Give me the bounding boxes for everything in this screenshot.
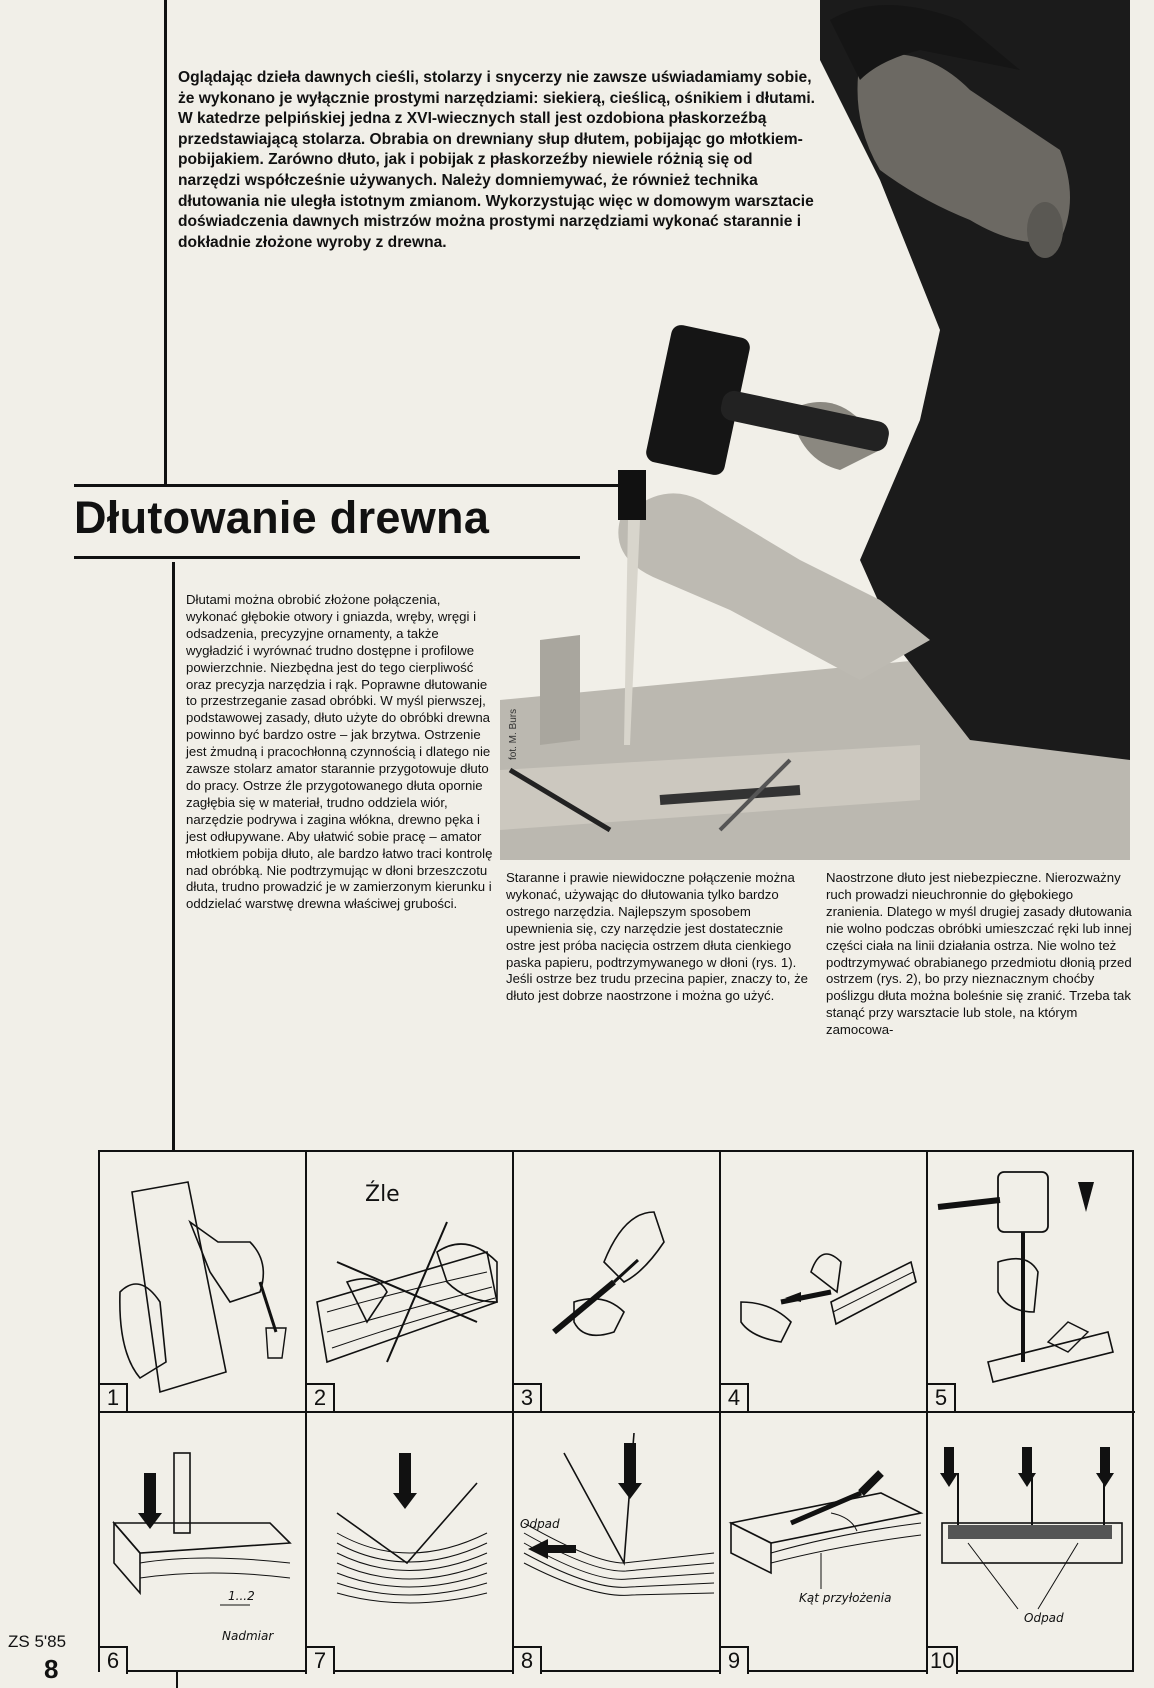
figure-number: 2: [307, 1383, 335, 1411]
vertical-cut-excess-illustration: [100, 1413, 307, 1674]
label-dimension: 1...2: [228, 1589, 255, 1603]
paper-test-illustration: [100, 1152, 307, 1413]
grain-split-illustration: [307, 1413, 514, 1674]
label-odpad-10: Odpad: [1024, 1611, 1064, 1625]
photo-woodworker: [500, 0, 1130, 860]
figure-number: 1: [100, 1383, 128, 1411]
label-kat-przylozenia: Kąt przyłożenia: [799, 1591, 892, 1605]
column-1-text: Dłutami można obrobić złożone połączenia, wykonać głębokie otwory i gniazda, wręby, wręgi i odsadzenia, precyzyjne ornamenty, a także wygładzić i wyrównać trudno dostępne i profilowe powierzchnie. Niezbędna jest do tego cierpliwość oraz precyzja narzędzia i rąk. Poprawne dłutowanie to przestrzeganie zasad obróbki. W myśl pierwszej, podstawowej zasady, dłuto użyte do obróbki drewna powinno być bardzo ostre – jak brzytwa. Ostrzenie jest żmudną i pracochłonną czynnością i dlatego nie zawsze stolarz amator starannie przygotowuje dłuto do pracy. Ostrze źle przygotowanego dłuta opornie zagłębia się w materiał, trudno oddziela wiór, narzędzie podrywa i zagina włókna, drewno pęka i jest odłupywane. Aby ułatwić sobie pracę – amator młotkiem pobija dłuto, ale bardzo łatwo traci kontrolę nad obróbką. Nie podtrzymując w dłoni brzeszczotu dłuta, trudno prowadzić je w zamierzonym kierunku i oddzielać warstwę drewna właściwej grubości.: [186, 592, 493, 912]
figure-number: 5: [928, 1383, 956, 1411]
title-rule-top: [74, 484, 622, 487]
figure-number: 8: [514, 1646, 542, 1674]
figure-10: [928, 1413, 1135, 1674]
label-zle: Źle: [365, 1182, 400, 1207]
figure-number: 6: [100, 1646, 128, 1674]
article-title: Dłutowanie drewna: [74, 492, 490, 543]
multiple-cuts-illustration: [928, 1413, 1135, 1674]
column-1: [186, 592, 494, 913]
label-nadmiar: Nadmiar: [222, 1629, 274, 1643]
figure-5: [928, 1152, 1135, 1413]
figure-3: [514, 1152, 721, 1413]
wrong-hand-position-illustration: [307, 1152, 514, 1413]
figure-7: [307, 1413, 514, 1674]
magazine-source: ZS 5'85: [8, 1632, 67, 1651]
left-rule-lower: [172, 562, 175, 1150]
column-2-text: Staranne i prawie niewidoczne połączenie można wykonać, używając do dłutowania tylko bardzo ostrego narzędzia. Najlepszym sposobem upewnienia się, czy narzędzie jest dostatecznie ostre jest próba nacięcia ostrzem dłuta cienkiego paska papieru, podtrzymywanego w dłoni (rys. 1). Jeśli ostrze bez trudu przecina papier, znaczy to, że dłuto jest dobrze naostrzone i można go użyć.: [506, 870, 808, 1004]
chisel-angle-illustration: [721, 1413, 928, 1674]
waste-side-cut-illustration: [514, 1413, 721, 1674]
chisel-grip-illustration: [514, 1152, 721, 1413]
figure-number: 10: [928, 1646, 958, 1674]
column-3: [826, 870, 1132, 1039]
figure-9: [721, 1413, 928, 1674]
figure-6: [100, 1413, 307, 1674]
mallet-chisel-illustration: [928, 1152, 1135, 1413]
figure-8: [514, 1413, 721, 1674]
figure-grid: [98, 1150, 1134, 1672]
figure-2: [307, 1152, 514, 1413]
figure-number: 9: [721, 1646, 749, 1674]
figure-4: [721, 1152, 928, 1413]
intro-paragraph: Oglądając dzieła dawnych cieśli, stolarzy i snycerzy nie zawsze uświadamiamy sobie, że wykonano je wyłącznie prostymi narzędziami: siekierą, cieślicą, ośnikiem i dłutami. W katedrze pelpińskiej jedna z XVI-wiecznych stall jest ozdobiona płaskorzeźbą przedstawiającą stolarza. Obrabia on drewniany słup dłutem, pobijając go młotkiem-pobijakiem. Zarówno dłuto, jak i pobijak z płaskorzeźby niewiele różnią się od narzędzi współcześnie używanych. Należy domniemywać, że również technika dłutowania nie uległa istotnym zmianom. Wykorzystując więc w domowym warsztacie doświadczenia dawnych mistrzów można prostymi narzędziami wykonać starannie i dokładnie złożone wyroby z drewna.: [178, 69, 815, 251]
column-2: [506, 870, 808, 1005]
figure-number: 4: [721, 1383, 749, 1411]
title-rule-bottom: [74, 556, 580, 559]
label-odpad: Odpad: [520, 1517, 560, 1531]
page-number: 8: [44, 1654, 59, 1684]
woodworker-photo-illustration: [500, 0, 1130, 860]
left-rule-upper: [164, 0, 167, 486]
figure-1: [100, 1152, 307, 1413]
photo-credit: fot. M. Burs: [508, 708, 519, 760]
paring-cut-illustration: [721, 1152, 928, 1413]
figure-number: 3: [514, 1383, 542, 1411]
column-3-text: Naostrzone dłuto jest niebezpieczne. Nierozważny ruch prowadzi nieuchronnie do głębokiego zranienia. Dlatego w myśl drugiej zasady dłutowania nie wolno podczas obróbki umieszczać ręki lub innej części ciała na linii działania ostrza. Nie wolno też podtrzymywać obrabianego przedmiotu dłonią przed ostrzem (rys. 2), bo przy nieznacznym choćby poślizgu dłuta można boleśnie się zranić. Trzeba tak stanąć przy warsztacie lub stole, na którym zamocowa-: [826, 870, 1132, 1038]
left-rule-bottom: [176, 1672, 178, 1688]
figure-number: 7: [307, 1646, 335, 1674]
